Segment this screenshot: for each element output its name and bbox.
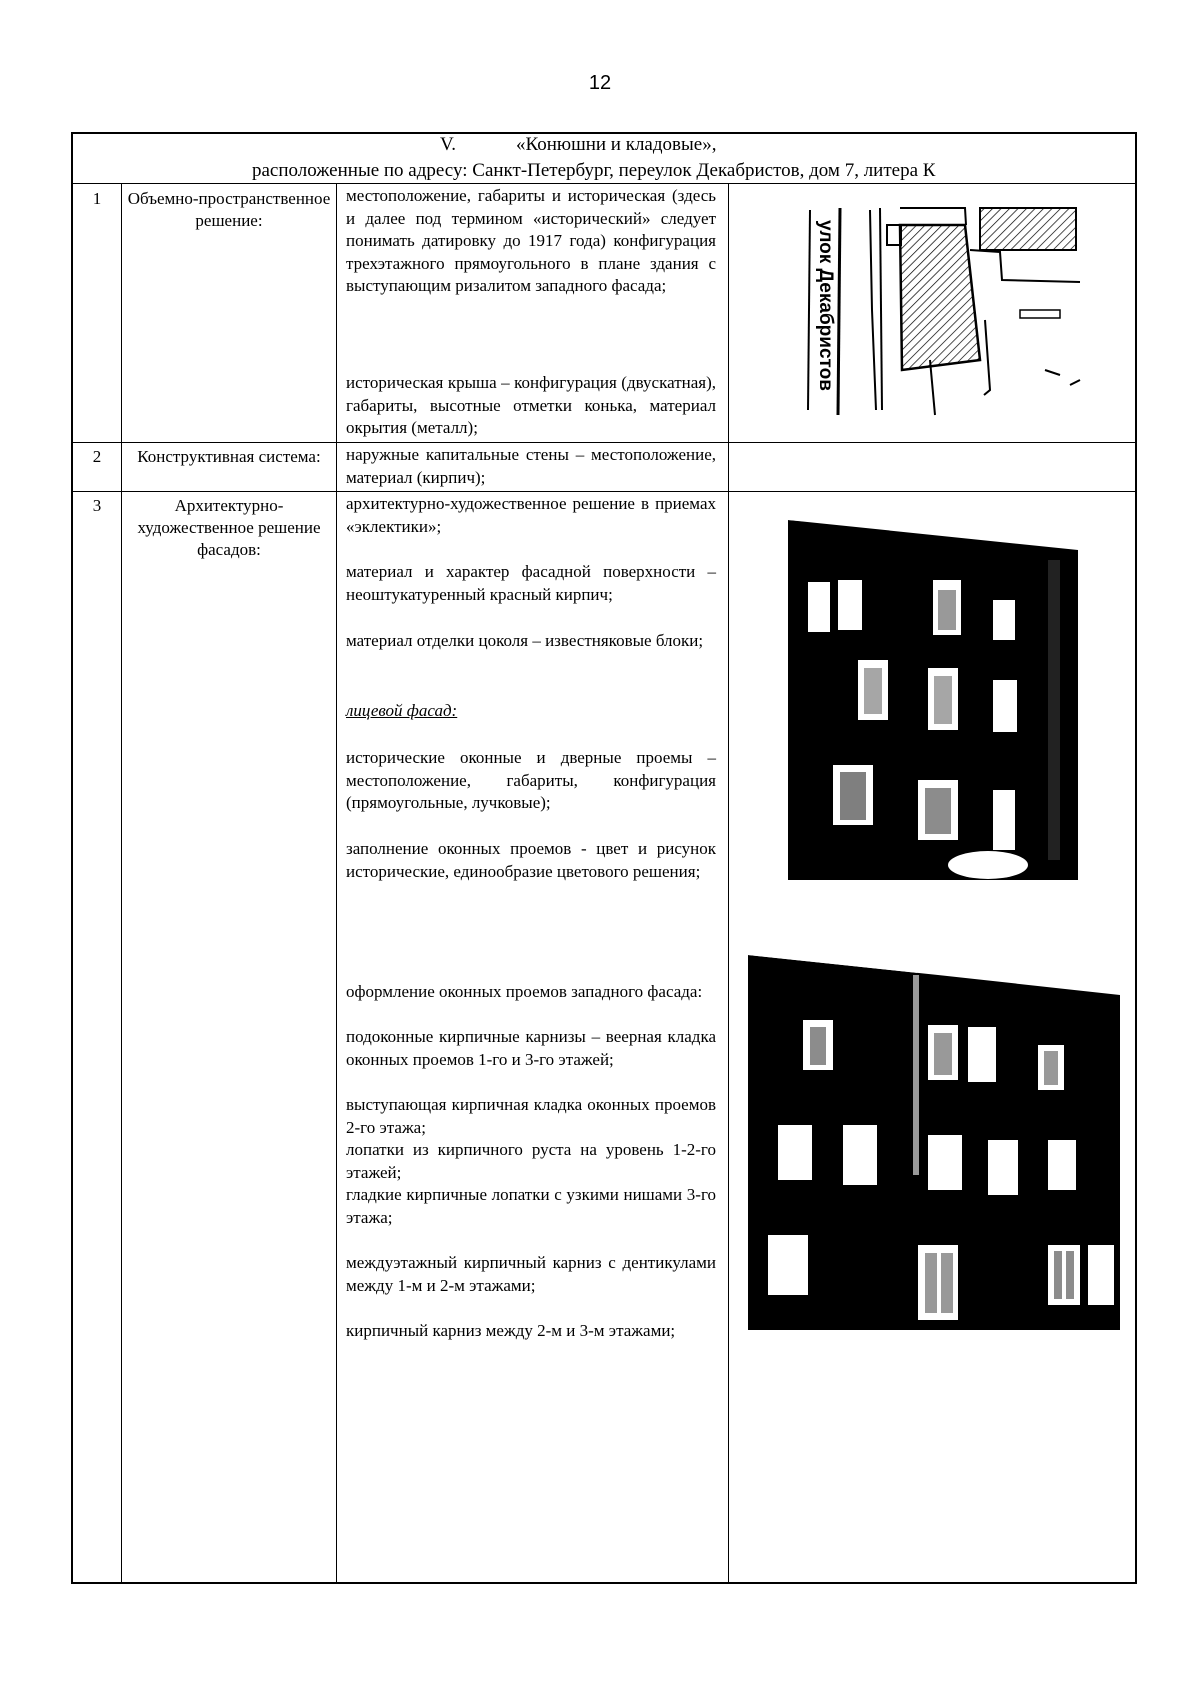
page-number: 12 [588, 72, 612, 94]
table-divider [71, 183, 1137, 184]
row-description: гладкие кирпичные лопатки с узкими нишами 3-го этажа; [346, 1185, 716, 1227]
row-description: историческая крыша – конфигурация (двускатная), габариты, высотные отметки конька, материал окрытия (металл); [346, 373, 716, 437]
row-description: местоположение, габариты и историческая (здесь и далее под термином «исторический» следует понимать датировку до 1917 года) конфигурация трехэтажного прямоугольного в плане здания с выступающим ризалитом западного фасада; [346, 186, 716, 295]
row-name: Архитектурно-художественное решение фасадов: [137, 496, 321, 559]
row-description: заполнение оконных проемов - цвет и рисунок исторические, единообразие цветового решения; [346, 839, 716, 881]
row-number: 2 [92, 447, 102, 466]
row-description: исторические оконные и дверные проемы – местоположение, габариты, конфигурация (прямоугольные, лучковые); [346, 748, 716, 812]
row-description: архитектурно-художественное решение в приемах «эклектики»; [346, 494, 716, 536]
row-description: лопатки из кирпичного руста на уровень 1-2-го этажей; [346, 1140, 716, 1182]
row-description: наружные капитальные стены – местоположение, материал (кирпич); [346, 445, 716, 487]
row-description: подоконные кирпичные карнизы – веерная кладка оконных проемов 1-го и 3-го этажей; [346, 1027, 716, 1069]
table-divider [71, 442, 1137, 443]
facade-photo-1 [788, 520, 1078, 880]
object-name: «Конюшни и кладовые», [516, 134, 717, 155]
section-number: V. [440, 134, 457, 155]
facade-photo-2 [748, 955, 1120, 1330]
object-address: расположенные по адресу: Санкт-Петербург, переулок Декабристов, дом 7, литера К [252, 160, 936, 181]
row-number: 1 [92, 189, 102, 208]
row-description: материал и характер фасадной поверхности – неоштукатуренный красный кирпич; [346, 562, 716, 604]
table-divider [728, 183, 729, 1584]
table-divider [71, 491, 1137, 492]
map-street-label: улок Декабристов [815, 220, 836, 391]
row-name: Объемно-пространственное решение: [127, 189, 331, 230]
row-description: материал отделки цоколя – известняковые блоки; [346, 631, 704, 650]
row-description: выступающая кирпичная кладка оконных проемов 2-го этажа; [346, 1095, 716, 1137]
row-name: Конструктивная система: [137, 447, 321, 466]
row-description: оформление оконных проемов западного фасада: [346, 982, 703, 1001]
object-title [440, 134, 716, 156]
row-description: междуэтажный кирпичный карниз с дентикулами между 1-м и 2-м этажами; [346, 1253, 716, 1295]
table-divider [121, 183, 122, 1584]
facade-subheading: лицевой фасад: [346, 701, 458, 720]
site-map-image [780, 200, 1082, 420]
row-number: 3 [92, 496, 102, 515]
row-description: кирпичный карниз между 2-м и 3-м этажами; [346, 1321, 676, 1340]
table-divider [336, 183, 337, 1584]
